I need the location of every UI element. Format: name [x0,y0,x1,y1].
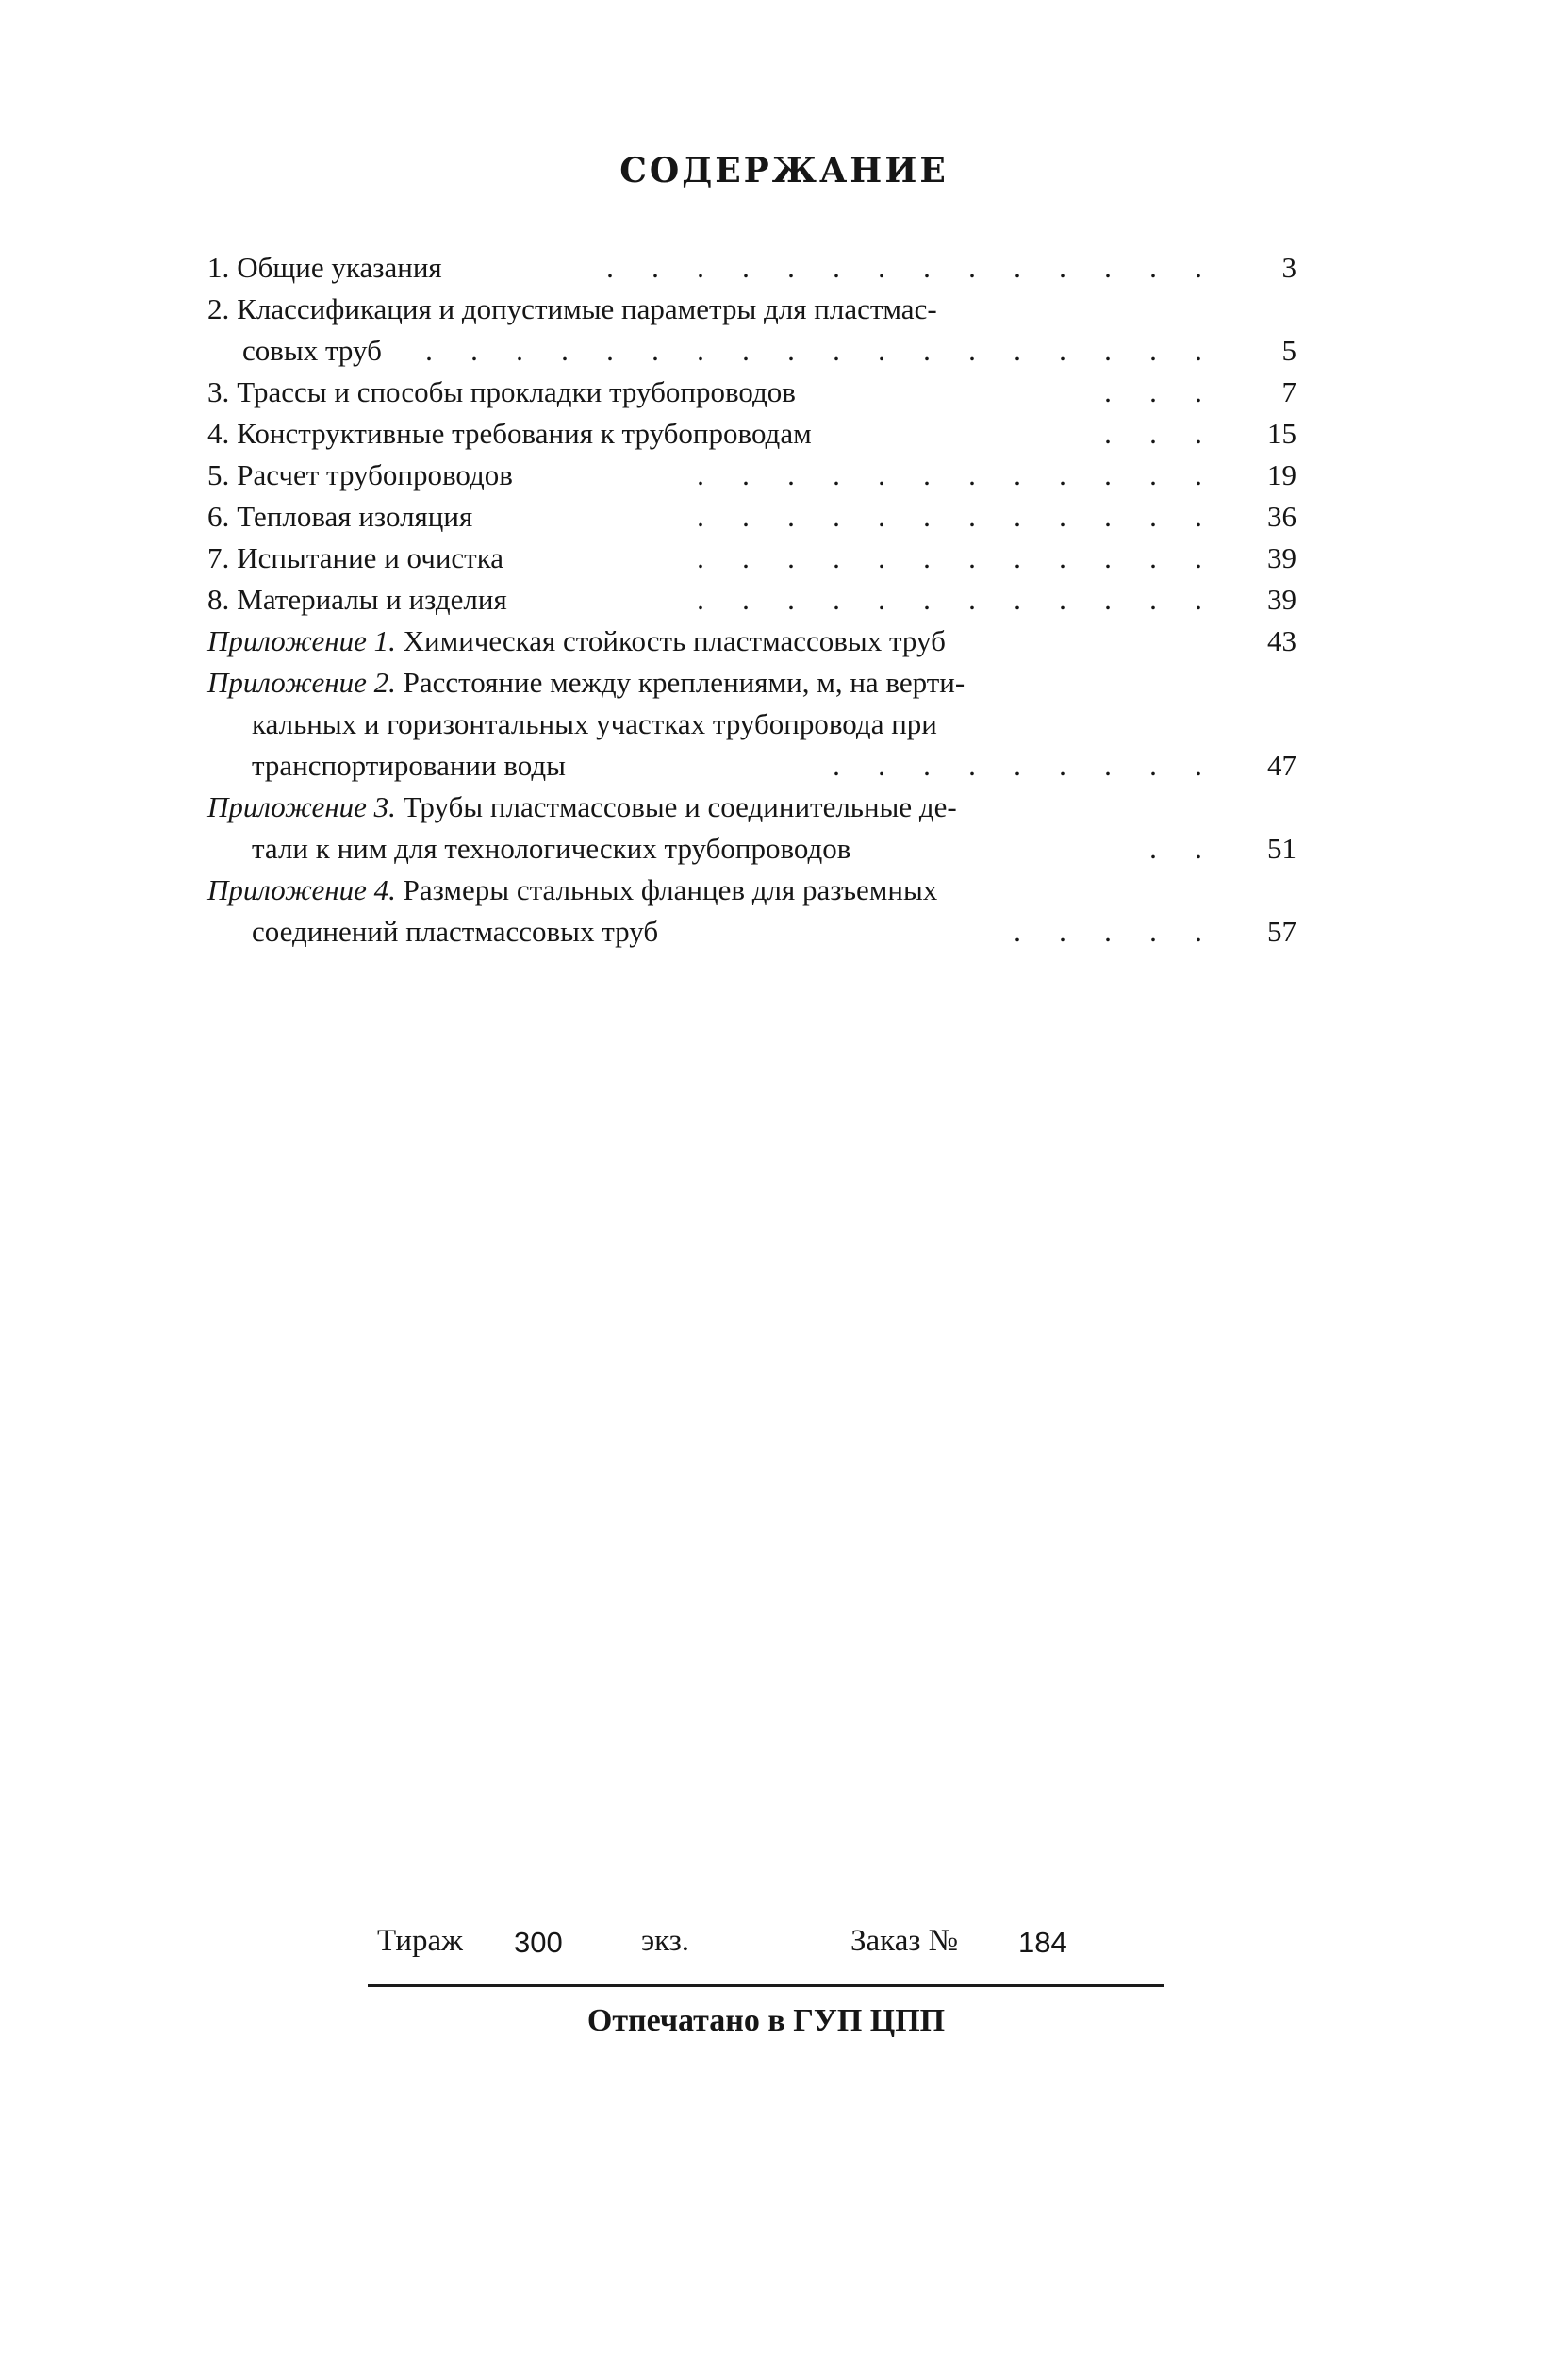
appendix-label: Приложение 1. [207,624,396,657]
toc-entry-section-4[interactable] [207,413,1296,455]
section-title: Конструктивные требования к трубопроводам [237,417,812,450]
leader-dots: . . . . . . . . . . . . [697,541,1202,574]
appendix-title: Химическая стойкость пластмассовых труб [403,624,946,657]
page-number: 5 [1281,334,1296,367]
table-of-contents [207,247,1296,953]
leader-dots: . . . . . . . . . . . . [697,500,1202,533]
toc-entry-section-7[interactable] [207,538,1296,579]
leader-dots: . . [1149,832,1202,865]
page-title: СОДЕРЖАНИЕ [619,151,949,191]
appendix-label: Приложение 4. [207,873,396,906]
section-title: Материалы и изделия [237,583,507,616]
leader-dots: . . . . . [1014,915,1202,948]
tirage-unit: экз. [641,1924,690,1958]
page-number: 43 [1267,624,1296,657]
page-number: 51 [1267,832,1296,865]
order-value: 184 [1018,1926,1067,1959]
leader-dots: . . . [1104,417,1202,450]
leader-dots: . . . . . . . . . . . . [697,458,1202,491]
section-title: Тепловая изоляция [237,500,473,533]
page-number: 3 [1281,251,1296,284]
order-label: Заказ № [850,1924,959,1958]
page-number: 36 [1267,500,1296,533]
section-number: 4. [207,417,230,450]
imprint-block [368,1924,1164,2038]
toc-entry-section-8[interactable] [207,579,1296,621]
section-title: Общие указания [237,251,442,284]
toc-entry-appendix-4[interactable] [207,870,1296,953]
page-number: 19 [1267,458,1296,491]
page-number: 47 [1267,749,1296,782]
toc-entry-appendix-1[interactable] [207,621,1296,662]
appendix-label: Приложение 2. [207,666,396,699]
toc-entry-section-6[interactable] [207,496,1296,538]
section-number: 8. [207,583,230,616]
leader-dots: . . . . . . . . . . . . . . [606,251,1202,284]
page-number: 39 [1267,583,1296,616]
page-number: 7 [1281,375,1296,408]
section-number: 6. [207,500,230,533]
leader-dots: . . . . . . . . . . . . . . . . . . [425,334,1202,367]
imprint-row [368,1924,1164,1971]
section-title-continued: совых труб [242,334,382,367]
toc-entry-section-5[interactable] [207,455,1296,496]
printed-by: Отпечатано в ГУП ЦПП [586,2003,946,2038]
toc-entry-section-3[interactable] [207,372,1296,413]
appendix-title: Расстояние между креплениями, м, на верти- [403,666,966,699]
appendix-title-continued: тали к ним для технологических трубопроводов [252,832,851,865]
toc-entry-appendix-2[interactable] [207,662,1296,787]
section-title: Расчет трубопроводов [237,458,513,491]
page-number: 39 [1267,541,1296,574]
section-number: 7. [207,541,230,574]
section-number: 2. [207,292,230,325]
appendix-title: Трубы пластмассовые и соединительные де- [403,790,957,823]
toc-entry-section-2[interactable] [207,289,1296,372]
section-title: Испытание и очистка [237,541,504,574]
divider [368,1984,1164,1987]
appendix-title-continued: соединений пластмассовых труб [252,915,659,948]
toc-entry-section-1[interactable] [207,247,1296,289]
leader-dots: . . . [1104,375,1202,408]
page-number: 15 [1267,417,1296,450]
page-number: 57 [1267,915,1296,948]
tirage-value: 300 [514,1926,563,1959]
section-number: 1. [207,251,230,284]
appendix-title-continued: кальных и горизонтальных участках трубопровода при [252,707,937,740]
section-number: 5. [207,458,230,491]
leader-dots: . . . . . . . . . . . . [697,583,1202,616]
appendix-title-continued: транспортировании воды [252,749,566,782]
appendix-label: Приложение 3. [207,790,396,823]
section-title: Классификация и допустимые параметры для пластмас- [237,292,937,325]
appendix-title: Размеры стальных фланцев для разъемных [403,873,938,906]
section-title: Трассы и способы прокладки трубопроводов [237,375,796,408]
toc-entry-appendix-3[interactable] [207,787,1296,870]
leader-dots: . . . . . . . . . [833,749,1202,782]
section-number: 3. [207,375,230,408]
tirage-label: Тираж [377,1924,463,1958]
